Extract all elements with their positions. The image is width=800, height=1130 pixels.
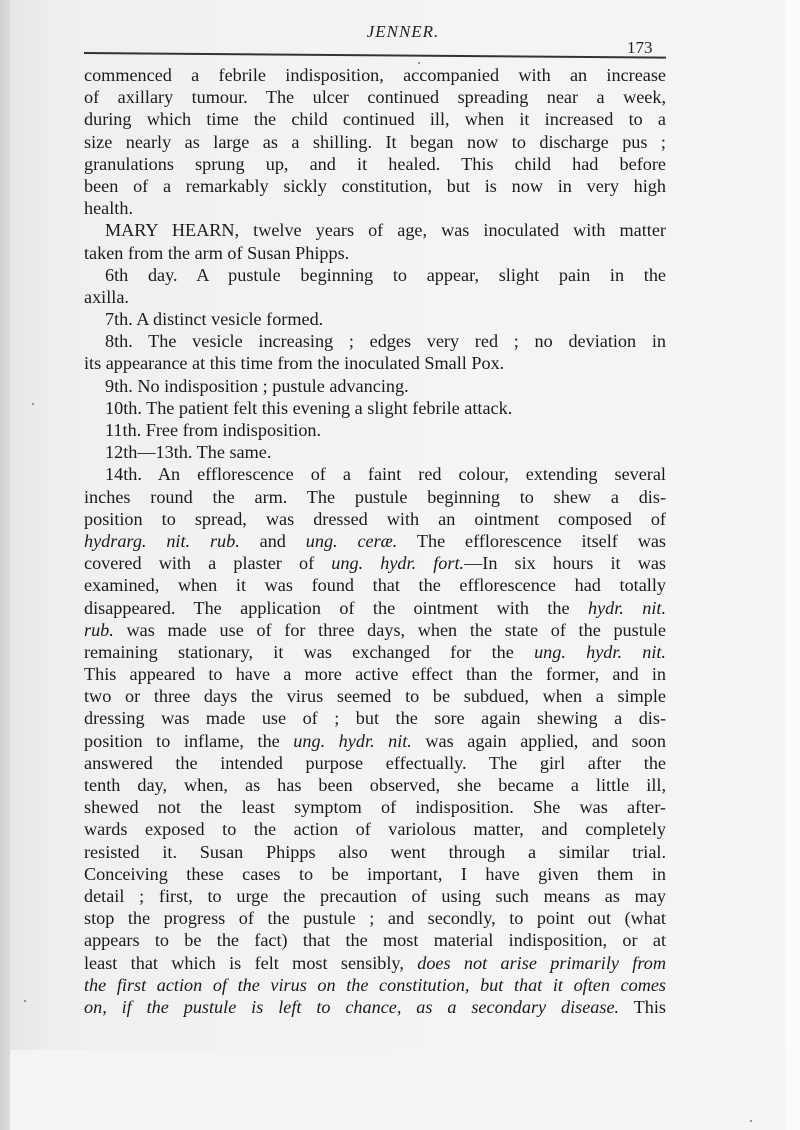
text-segment: stop the progress of the pustule ; and secondly, to point out (what bbox=[84, 908, 666, 929]
text-line bbox=[84, 441, 666, 463]
text-segment: resisted it. Susan Phipps also went through a similar trial. bbox=[84, 841, 666, 862]
text-segment: of axillary tumour. The ulcer continued spreading near a week, bbox=[84, 87, 666, 108]
text-segment: 9th. No indisposition ; pustule advancing. bbox=[105, 375, 409, 396]
italic-text-segment: ung. hydr. nit. bbox=[293, 730, 412, 751]
text-line bbox=[84, 974, 666, 996]
text-line bbox=[84, 863, 666, 885]
text-line bbox=[84, 952, 666, 974]
text-segment: and bbox=[239, 530, 306, 551]
italic-text-segment: the first action of the virus on the constitution, but that it often comes bbox=[84, 974, 666, 995]
text-line bbox=[84, 153, 666, 175]
italic-text-segment: ung. hydr. fort. bbox=[331, 553, 465, 574]
text-segment: This bbox=[619, 996, 666, 1017]
text-line bbox=[84, 352, 666, 374]
scan-right-edge bbox=[785, 0, 800, 1130]
text-line bbox=[84, 552, 666, 574]
page-number: 173 bbox=[627, 38, 653, 57]
text-segment: wards exposed to the action of variolous matter, and completely bbox=[84, 819, 666, 840]
text-segment: The efflorescence itself was bbox=[397, 530, 666, 551]
text-segment: examined, when it was found that the efflorescence had totally bbox=[84, 575, 666, 596]
text-line bbox=[84, 397, 666, 419]
text-segment: 11th. Free from indisposition. bbox=[105, 420, 322, 440]
text-line bbox=[84, 264, 666, 286]
text-segment: tenth day, when, as has been observed, she became a little ill, bbox=[84, 775, 666, 795]
text-segment: health. bbox=[84, 198, 133, 219]
text-line bbox=[84, 996, 666, 1018]
text-line bbox=[84, 752, 666, 774]
text-segment: taken from the arm of Susan Phipps. bbox=[84, 242, 350, 263]
text-segment: was made use of for three days, when the state of the pustule bbox=[113, 619, 666, 640]
text-line bbox=[84, 796, 666, 818]
text-line bbox=[84, 707, 666, 729]
scan-speck bbox=[750, 1120, 752, 1122]
text-line bbox=[84, 929, 666, 951]
text-segment: —In six hours it was bbox=[464, 553, 666, 574]
italic-text-segment: hydrarg. nit. rub. bbox=[84, 530, 240, 551]
text-segment: appears to be the fact) that the most material indisposition, or at bbox=[84, 930, 666, 951]
italic-text-segment: on, if the pustule is left to chance, as a secondary disease. bbox=[84, 996, 620, 1017]
text-segment: size nearly as large as a shilling. It began now to discharge pus ; bbox=[84, 131, 666, 152]
text-line bbox=[84, 730, 666, 752]
text-segment: detail ; first, to urge the precaution of using such means as may bbox=[84, 885, 666, 906]
text-segment: 6th day. A pustule beginning to appear, slight pain in the bbox=[105, 264, 666, 285]
text-segment: This appeared to have a more active effect than the former, and in bbox=[84, 664, 666, 685]
text-segment: remaining stationary, it was exchanged for the bbox=[84, 641, 535, 662]
scan-speck bbox=[32, 403, 34, 405]
text-segment: 7th. A distinct vesicle formed. bbox=[105, 309, 324, 330]
text-segment: commenced a febrile indisposition, accompanied with an increase bbox=[84, 65, 666, 85]
text-segment: inches round the arm. The pustule beginning to shew a dis- bbox=[84, 486, 666, 507]
text-line bbox=[84, 508, 666, 530]
text-line bbox=[84, 885, 666, 907]
text-line bbox=[84, 308, 666, 330]
running-title: JENNER. bbox=[366, 22, 440, 41]
text-line bbox=[84, 86, 666, 108]
italic-text-segment: hydr. nit. bbox=[587, 597, 667, 618]
text-segment: was again applied, and soon bbox=[411, 730, 666, 751]
text-segment: least that which is felt most sensibly, bbox=[84, 952, 418, 973]
text-line bbox=[84, 486, 666, 508]
text-line bbox=[84, 574, 666, 596]
text-segment: dressing was made use of ; but the sore again shewing a dis- bbox=[84, 708, 666, 729]
text-segment: position to inflame, the bbox=[84, 730, 294, 751]
scan-speck bbox=[24, 1000, 26, 1002]
text-segment: shewed not the least symptom of indisposition. She was after- bbox=[84, 797, 666, 818]
text-line bbox=[84, 242, 666, 264]
text-line bbox=[84, 641, 666, 663]
italic-text-segment: ung. hydr. nit. bbox=[534, 641, 666, 662]
page-bottom-margin bbox=[10, 1050, 785, 1130]
text-segment: 14th. An efflorescence of a faint red colour, extending several bbox=[105, 464, 666, 485]
italic-text-segment: ung. ceræ. bbox=[305, 530, 398, 551]
text-line bbox=[84, 108, 666, 130]
text-line bbox=[84, 375, 666, 397]
text-line bbox=[84, 619, 666, 641]
italic-text-segment: rub. bbox=[84, 619, 114, 640]
text-line bbox=[84, 774, 666, 796]
text-segment: its appearance at this time from the inoculated Small Pox. bbox=[84, 353, 505, 374]
text-segment: answered the intended purpose effectually. The girl after the bbox=[84, 752, 666, 773]
text-line bbox=[84, 663, 666, 685]
italic-text-segment: does not arise primarily from bbox=[417, 952, 666, 973]
text-segment: position to spread, was dressed with an ointment composed of bbox=[84, 508, 666, 529]
body-text bbox=[84, 64, 666, 1018]
text-segment: been of a remarkably sickly constitution, but is now in very high bbox=[84, 175, 666, 196]
text-segment: 10th. The patient felt this evening a slight febrile attack. bbox=[105, 397, 513, 418]
text-line bbox=[84, 330, 666, 352]
text-line bbox=[84, 197, 666, 219]
text-segment: Conceiving these cases to be important, I have given them in bbox=[84, 863, 666, 884]
text-segment: two or three days the virus seemed to be subdued, when a simple bbox=[84, 686, 666, 707]
text-line bbox=[84, 131, 666, 153]
text-segment: axilla. bbox=[84, 286, 129, 307]
text-segment: granulations sprung up, and it healed. This child had before bbox=[84, 153, 666, 174]
text-line bbox=[84, 818, 666, 840]
text-line bbox=[84, 685, 666, 707]
text-line bbox=[84, 219, 666, 241]
text-line bbox=[84, 841, 666, 863]
text-line bbox=[84, 419, 666, 441]
text-line bbox=[84, 463, 666, 485]
text-line bbox=[84, 907, 666, 929]
text-segment: covered with a plaster of bbox=[84, 553, 332, 574]
text-segment: MARY HEARN, twelve years of age, was inoculated with matter bbox=[105, 220, 666, 241]
text-segment: during which time the child continued ill, when it increased to a bbox=[84, 109, 666, 130]
text-line bbox=[84, 597, 666, 619]
scan-speck bbox=[418, 62, 420, 64]
text-line bbox=[84, 64, 666, 86]
running-head bbox=[0, 22, 800, 42]
text-segment: 8th. The vesicle increasing ; edges very red ; no deviation in bbox=[105, 331, 666, 352]
text-line bbox=[84, 530, 666, 552]
text-segment: 12th—13th. The same. bbox=[105, 442, 272, 463]
text-segment: disappeared. The application of the ointment with the bbox=[84, 597, 588, 618]
text-line bbox=[84, 286, 666, 308]
text-line bbox=[84, 175, 666, 197]
